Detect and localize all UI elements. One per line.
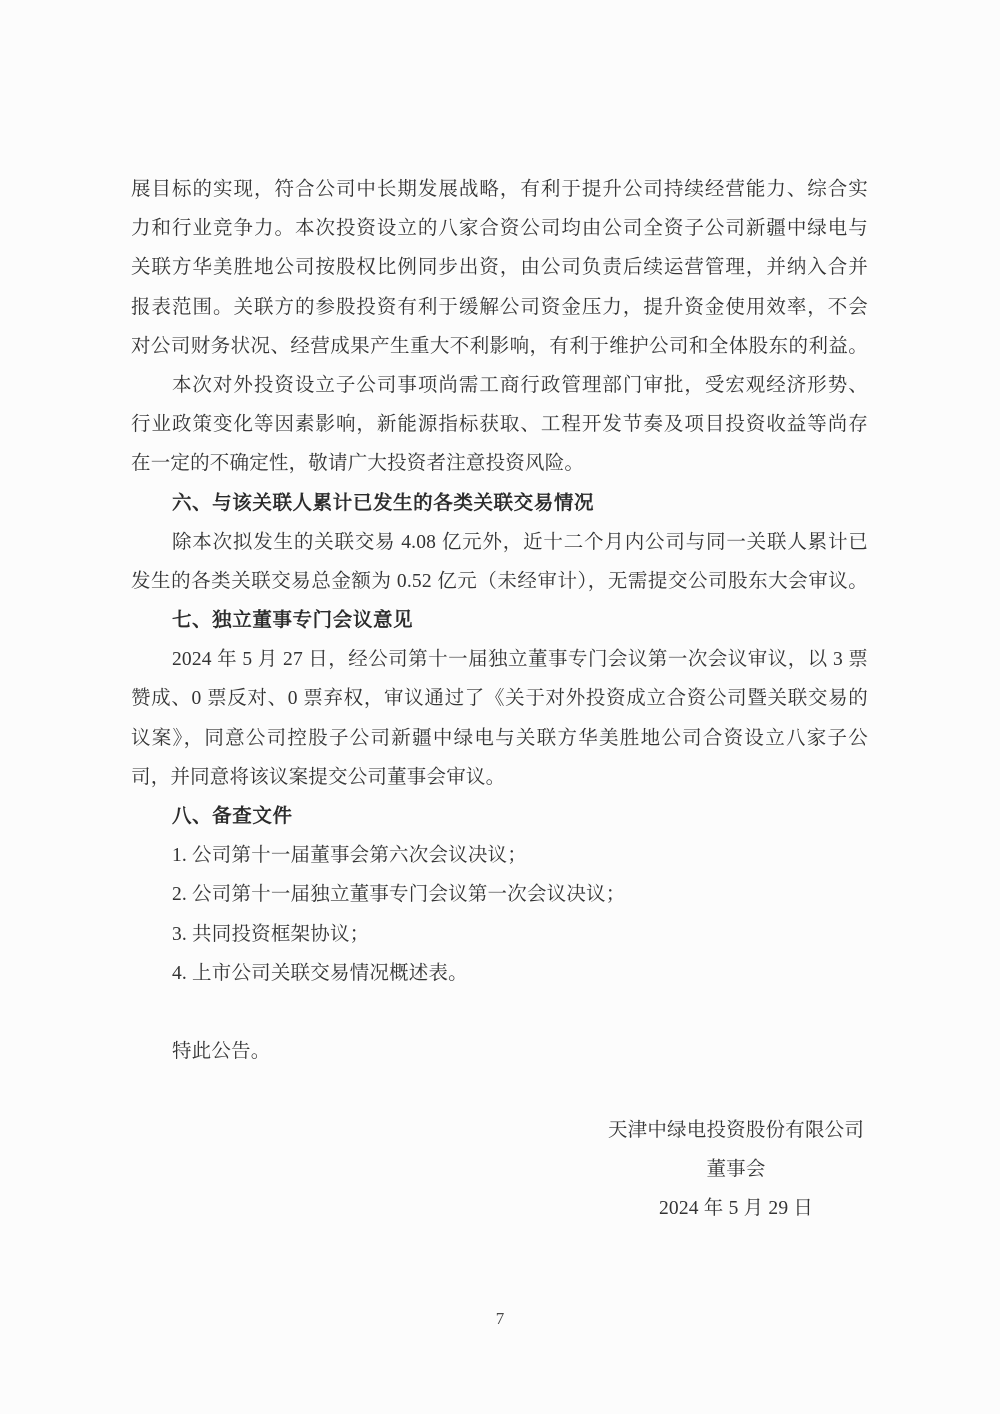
list-item: 4. 上市公司关联交易情况概述表。 xyxy=(171,962,468,984)
body-line: 除本次拟发生的关联交易 4.08 亿元外，近十二个月内公司与同一关联人累计已 xyxy=(171,531,868,553)
signature-date: 2024 年 5 月 29 日 xyxy=(658,1197,814,1219)
signature-block xyxy=(604,1111,868,1229)
body-line: 行业政策变化等因素影响，新能源指标获取、工程开发节奏及项目投资收益等尚存 xyxy=(131,414,868,436)
section-heading-7: 七、独立董事专门会议意见 xyxy=(171,610,414,632)
section-heading-8: 八、备查文件 xyxy=(171,806,293,827)
body-line: 报表范围。关联方的参股投资有利于缓解公司资金压力，提升资金使用效率，不会 xyxy=(131,296,868,318)
announcement-body xyxy=(131,170,868,1228)
body-line: 在一定的不确定性，敬请广大投资者注意投资风险。 xyxy=(131,453,585,475)
section-heading-6: 六、与该关联人累计已发生的各类关联交易情况 xyxy=(171,492,595,514)
body-line: 展目标的实现，符合公司中长期发展战略，有利于提升公司持续经营能力、综合实 xyxy=(131,179,868,200)
body-line: 本次对外投资设立子公司事项尚需工商行政管理部门审批，受宏观经济形势、 xyxy=(171,374,868,396)
signature-board: 董事会 xyxy=(706,1158,766,1180)
list-item: 1. 公司第十一届董事会第六次会议决议； xyxy=(171,845,527,867)
page-number: 7 xyxy=(495,1309,505,1328)
body-line: 对公司财务状况、经营成果产生重大不利影响，有利于维护公司和全体股东的利益。 xyxy=(131,335,868,357)
list-item: 3. 共同投资框架协议； xyxy=(171,923,370,945)
closing-line: 特此公告。 xyxy=(171,1041,271,1063)
body-line: 关联方华美胜地公司按股权比例同步出资，由公司负责后续运营管理，并纳入合并 xyxy=(131,257,868,279)
body-line: 发生的各类关联交易总金额为 0.52 亿元（未经审计），无需提交公司股东大会审议。 xyxy=(131,570,868,592)
body-line: 赞成、0 票反对、0 票弃权，审议通过了《关于对外投资成立合资公司暨关联交易的 xyxy=(131,688,868,710)
body-line: 2024 年 5 月 27 日，经公司第十一届独立董事专门会议第一次会议审议，以 3 票 xyxy=(171,649,868,671)
signature-company: 天津中绿电投资股份有限公司 xyxy=(607,1119,865,1141)
body-line: 力和行业竞争力。本次投资设立的八家合资公司均由公司全资子公司新疆中绿电与 xyxy=(131,218,868,240)
body-line: 司，并同意将该议案提交公司董事会审议。 xyxy=(131,766,506,788)
body-line: 议案》，同意公司控股子公司新疆中绿电与关联方华美胜地公司合资设立八家子公 xyxy=(131,727,868,749)
list-item: 2. 公司第十一届独立董事专门会议第一次会议决议； xyxy=(171,884,626,906)
